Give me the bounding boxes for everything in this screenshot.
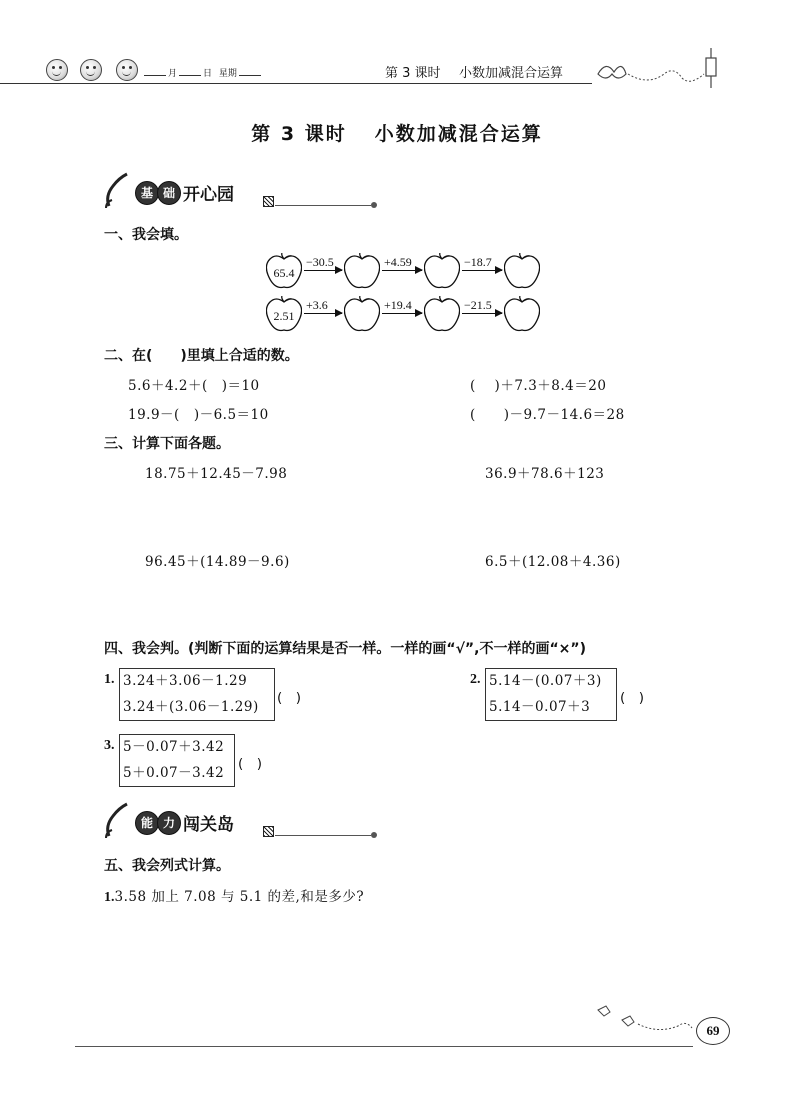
q3-item: 6.5＋(12.08＋4.36) (485, 554, 621, 570)
operation-label: +4.59 (384, 255, 412, 269)
q4-number: 3. (104, 738, 115, 753)
q4-heading: 四、我会判。(判断下面的运算结果是否一样。一样的画“√”,不一样的画“×”) (104, 641, 586, 657)
answer-blank[interactable]: ( ) (238, 756, 263, 772)
apple-icon[interactable] (424, 253, 460, 287)
q5-item: 1.3.58 加上 7.08 与 5.1 的差,和是多少? (104, 889, 365, 905)
q2-item: ( )＋7.3＋8.4＝20 (470, 378, 607, 394)
q3-item: 18.75＋12.45－7.98 (145, 466, 288, 482)
apple-icon[interactable] (424, 296, 460, 330)
apple-icon[interactable] (504, 253, 540, 287)
operation-label: −30.5 (306, 255, 334, 269)
apple-icon[interactable] (344, 296, 380, 330)
q2-item: ( )－9.7－14.6＝28 (470, 407, 625, 423)
q5-heading: 五、我会列式计算。 (104, 858, 230, 874)
butterfly-lantern-decoration (594, 46, 734, 90)
q3-item: 36.9＋78.6＋123 (485, 466, 605, 482)
header-lesson: 第 3 课时 (385, 66, 441, 81)
q4-number: 1. (104, 672, 115, 687)
q4-number: 2. (470, 672, 481, 687)
brush-icon (103, 172, 133, 208)
arrow-icon (462, 270, 502, 271)
brush-icon (103, 802, 133, 838)
answer-blank[interactable]: ( ) (277, 690, 302, 706)
arrow-icon (304, 313, 342, 314)
q4-expression-box: 3.24＋3.06－1.29 3.24＋(3.06－1.29) (119, 668, 275, 721)
date-line: 月 日 星期 (142, 66, 263, 79)
q4-expression-box: 5.14－(0.07＋3) 5.14－0.07＋3 (485, 668, 617, 721)
operation-label: −18.7 (464, 255, 492, 269)
q3-item: 96.45＋(14.89－9.6) (145, 554, 290, 570)
q2-item: 5.6＋4.2＋( )＝10 (128, 378, 260, 394)
face-icon (80, 59, 102, 81)
section-badge: 基 础 (135, 181, 179, 203)
q2-heading: 二、在( )里填上合适的数。 (104, 348, 299, 364)
header-topic: 小数加减混合运算 (459, 66, 564, 81)
apple-icon (266, 253, 302, 287)
q1-heading: 一、我会填。 (104, 227, 188, 243)
q3-heading: 三、计算下面各题。 (104, 436, 230, 452)
footer-divider (75, 1046, 693, 1047)
section-label: 开心园 (183, 185, 234, 205)
q2-item: 19.9－( )－6.5＝10 (128, 407, 269, 423)
apple-start-value: 65.4 (273, 266, 295, 280)
arrow-icon (382, 270, 422, 271)
apple-icon[interactable] (344, 253, 380, 287)
arrow-icon (304, 270, 342, 271)
section-label: 闯关岛 (183, 815, 234, 835)
apple-icon[interactable] (504, 296, 540, 330)
arrow-icon (462, 313, 502, 314)
page-number: 69 (696, 1017, 730, 1045)
section-banner-basics (103, 172, 383, 210)
face-icon (46, 59, 68, 81)
q4-expression-box: 5－0.07＋3.42 5＋0.07－3.42 (119, 734, 235, 787)
page-title: 第 3 课时 小数加减混合运算 (251, 123, 543, 145)
apple-icon (266, 296, 302, 330)
operation-label: +19.4 (384, 298, 412, 312)
face-icon (116, 59, 138, 81)
operation-label: −21.5 (464, 298, 492, 312)
section-badge: 能 力 (135, 811, 179, 833)
section-banner-ability (103, 802, 383, 840)
apple-start-value: 2.51 (273, 309, 295, 323)
operation-label: +3.6 (306, 298, 328, 312)
arrow-icon (382, 313, 422, 314)
birds-decoration (592, 998, 696, 1038)
answer-blank[interactable]: ( ) (620, 690, 645, 706)
header-divider (0, 83, 592, 84)
